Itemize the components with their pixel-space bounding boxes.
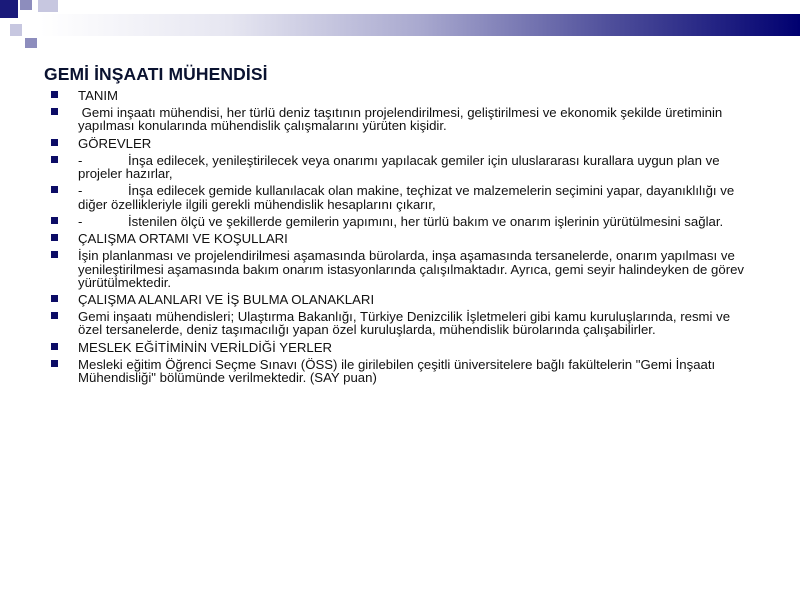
header-gradient-bar [40,14,800,36]
bullet-item [46,232,746,245]
dash-marker: - [78,152,83,168]
bullet-list [46,89,746,388]
decor-square [25,38,37,48]
decor-square [10,24,22,36]
decor-square [0,0,18,18]
decor-square [38,0,58,12]
bullet-text: ÇALIŞMA ALANLARI VE İŞ BULMA OLANAKLARI [78,291,375,307]
bullet-text: Gemi inşaatı mühendisleri; Ulaştırma Bakanlığı, Türkiye Denizcilik İşletmeleri gibi kamu kuruluşlarında, resmi ve özel tersanelerde, deniz taşımacılığı yapan özel kuruluşlarda, mühendislik bürolarında çalışabilirler. [78,309,731,338]
bullet-item [46,249,746,289]
bullet-text: MESLEK EĞİTİMİNİN VERİLDİĞİ YERLER [78,339,333,355]
bullet-item [46,154,746,181]
bullet-item [46,106,746,133]
header-decoration [0,0,800,60]
dash-marker: - [78,213,83,229]
bullet-item [46,358,746,385]
bullet-text: İnşa edilecek gemide kullanılacak olan makine, teçhizat ve malzemelerin seçimini yapar, dayanıklılığı ve diğer özellikleriyle ilgili gerekli mühendislik hesaplarını çıkarır, [78,183,735,212]
bullet-item [46,310,746,337]
decor-square [20,0,32,10]
bullet-item [46,293,746,306]
bullet-text: GÖREVLER [78,135,152,151]
dash-marker: - [78,183,83,199]
bullet-text: İnşa edilecek, yenileştirilecek veya onarımı yapılacak gemiler için uluslararası kurallara uygun plan ve projeler hazırlar, [78,152,720,182]
slide-title: GEMİ İNŞAATI MÜHENDİSİ [44,64,268,84]
bullet-text: Gemi inşaatı mühendisi, her türlü deniz taşıtının projelendirilmesi, geliştirilmesi ve ekonomik şekilde üretiminin yapılması konularında mühendislik çalışmalarını yürüten kişidir. [78,105,726,134]
bullet-item [46,215,746,228]
bullet-text: ÇALIŞMA ORTAMI VE KOŞULLARI [78,231,288,247]
bullet-item [46,341,746,354]
bullet-text: İstenilen ölçü ve şekillerde gemilerin yapımını, her türlü bakım ve onarım işlerinin yürütülmesini sağlar. [128,213,724,229]
bullet-text: Mesleki eğitim Öğrenci Seçme Sınavı (ÖSS) ile girilebilen çeşitli üniversitelere bağlı fakültelerin "Gemi İnşaatı Mühendisliği" bölümünde verilmektedir. (SAY puan) [78,356,716,386]
bullet-text: TANIM [78,88,119,103]
bullet-text: İşin planlanması ve projelendirilmesi aşamasında bürolarda, inşa aşamasında tersanelerde, onarım yapılması ve yenileştirilmesi aşamasında bakım onarım istasyonlarında çalışılmaktadır. Ayrıca, gemi seyir halindeyken de görev yürütülmektedir. [78,248,745,290]
bullet-item [46,184,746,211]
bullet-item [46,137,746,150]
bullet-item [46,89,746,102]
